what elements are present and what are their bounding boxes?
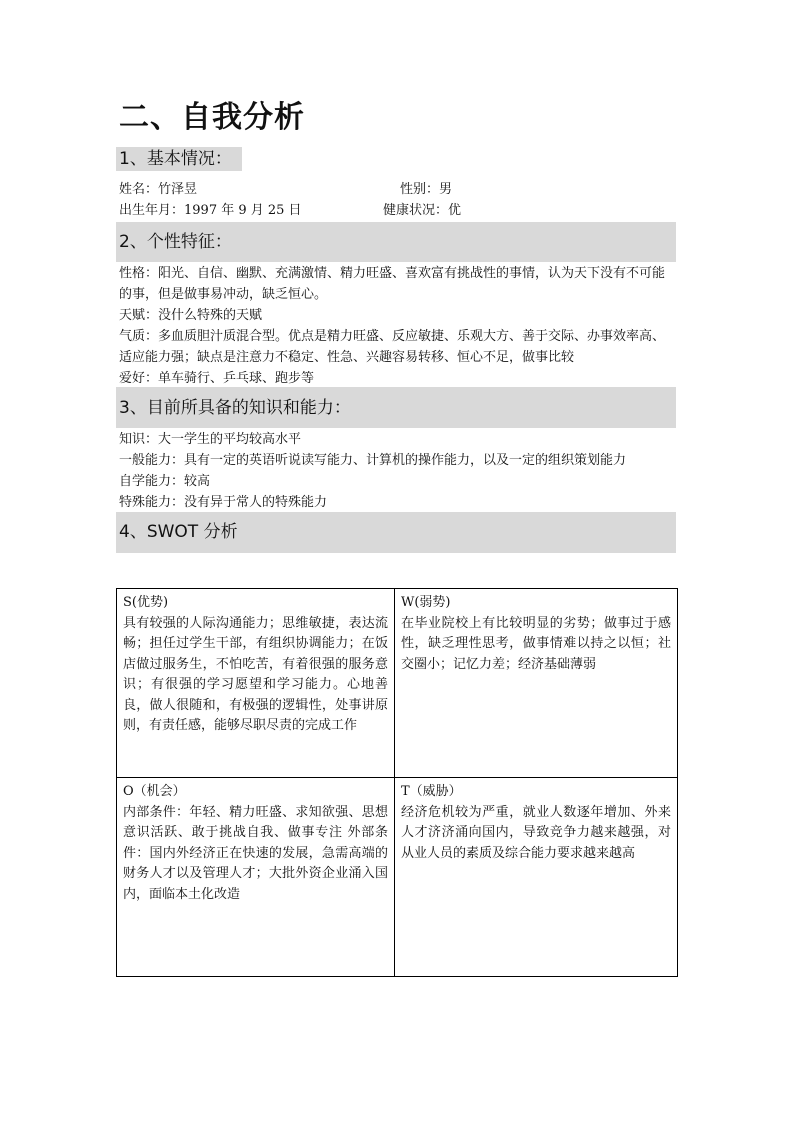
swot-strengths-body: 具有较强的人际沟通能力；思维敏捷，表达流畅；担任过学生干部，有组织协调能力；在饭店做过服务生，不怕吃苦，有着很强的服务意识；有很强的学习愿望和学习能力。心地善良，做人很随和，有极强的逻辑性，处事讲原则，有责任感，能够尽职尽责的完成工作 bbox=[123, 615, 388, 733]
section-heading-personality: 2、个性特征： bbox=[116, 222, 676, 262]
page-title: 二、自我分析 bbox=[119, 100, 305, 135]
swot-opportunities-title: O（机会） bbox=[123, 784, 186, 799]
abilities-paragraphs bbox=[119, 429, 675, 513]
health-field: 健康状况：优 bbox=[383, 203, 462, 218]
swot-threats-title: T（威胁） bbox=[401, 784, 462, 799]
personality-line: 天赋：没什么特殊的天赋 bbox=[119, 308, 263, 323]
swot-table bbox=[116, 588, 678, 977]
swot-weaknesses-title: W(弱势) bbox=[401, 595, 451, 610]
swot-opportunities-body: 内部条件：年轻、精力旺盛、求知欲强、思想意识活跃、敢于挑战自我、做事专注 外部条件：国内外经济正在快速的发展，急需高端的财务人才以及管理人才；大批外资企业涌入国内，面临本土化改造 bbox=[123, 804, 388, 902]
personality-paragraphs bbox=[119, 263, 675, 389]
swot-threats-body: 经济危机较为严重，就业人数逐年增加、外来人才济济涌向国内，导致竞争力越来越强，对从业人员的素质及综合能力要求越来越高 bbox=[401, 804, 671, 861]
personality-line: 性格：阳光、自信、幽默、充满激情、精力旺盛、喜欢富有挑战性的事情，认为天下没有不可能的事，但是做事易冲动，缺乏恒心。 bbox=[119, 266, 666, 302]
ability-line: 一般能力：具有一定的英语听说读写能力、计算机的操作能力，以及一定的组织策划能力 bbox=[119, 453, 627, 468]
swot-opportunities-cell bbox=[117, 778, 395, 976]
ability-line: 自学能力：较高 bbox=[119, 474, 211, 489]
ability-line: 知识：大一学生的平均较高水平 bbox=[119, 432, 302, 447]
section-heading-swot: 4、SWOT 分析 bbox=[116, 512, 676, 553]
section-heading-basic: 1、基本情况： bbox=[116, 147, 242, 171]
name-field: 姓名：竹泽昱 bbox=[119, 182, 198, 197]
swot-weaknesses-body: 在毕业院校上有比较明显的劣势；做事过于感性，缺乏理性思考，做事情难以持之以恒；社交圈小；记忆力差；经济基础薄弱 bbox=[401, 615, 671, 672]
gender-field: 性别：男 bbox=[400, 182, 453, 197]
birth-field: 出生年月：1997 年 9 月 25 日 bbox=[119, 203, 302, 218]
personality-line: 爱好：单车骑行、乒乓球、跑步等 bbox=[119, 371, 315, 386]
personality-line: 气质：多血质胆汁质混合型。优点是精力旺盛、反应敏捷、乐观大方、善于交际、办事效率高、适应能力强；缺点是注意力不稳定、性急、兴趣容易转移、恒心不足，做事比较 bbox=[119, 329, 666, 365]
swot-strengths-cell bbox=[117, 589, 395, 778]
swot-threats-cell bbox=[395, 778, 677, 976]
swot-weaknesses-cell bbox=[395, 589, 677, 778]
swot-strengths-title: S(优势) bbox=[123, 595, 169, 610]
section-heading-abilities: 3、目前所具备的知识和能力： bbox=[116, 387, 676, 428]
ability-line: 特殊能力：没有异于常人的特殊能力 bbox=[119, 495, 328, 510]
